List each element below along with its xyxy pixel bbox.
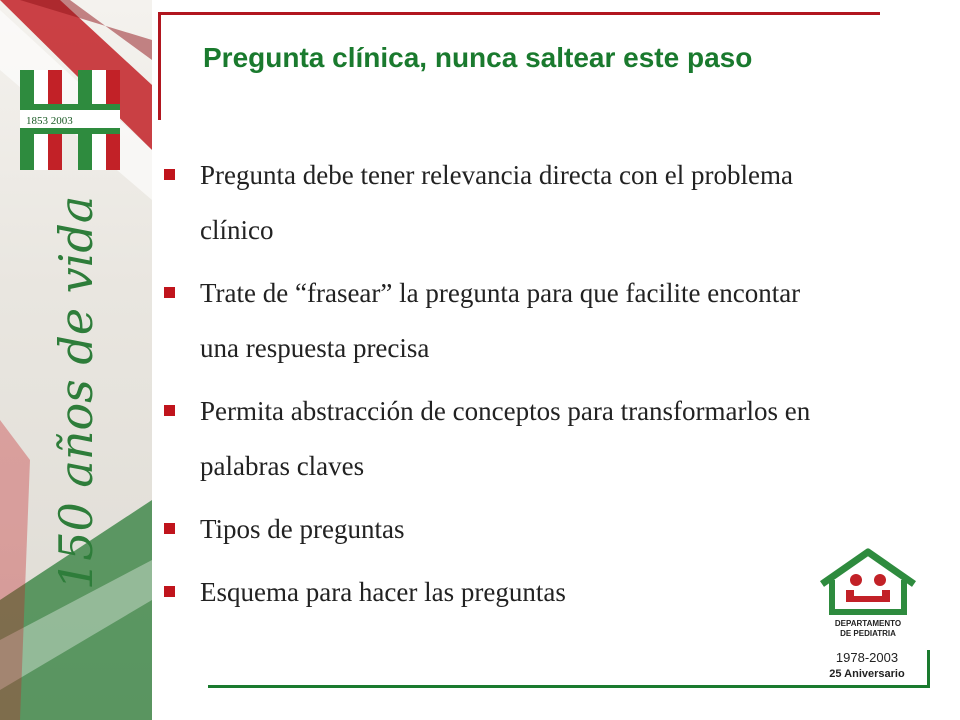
frame-left-line [158, 12, 161, 120]
bullet-text: Permita abstracción de conceptos para transformarlos en palabras claves [200, 396, 811, 481]
bullet-item [162, 148, 822, 258]
bullet-square-icon [164, 169, 175, 180]
emblem-years: 1853 2003 [26, 115, 73, 127]
bullet-square-icon [164, 586, 175, 597]
logo-label-line1: DEPARTAMENTO [834, 619, 902, 628]
logo-anniversary: 25 Aniversario [829, 668, 905, 680]
logo-label-line2: DE PEDIATRIA [840, 629, 896, 638]
logo-years: 1978-2003 [835, 650, 899, 665]
bullet-item [162, 502, 822, 557]
house-family-icon [816, 546, 920, 642]
slide-title: Pregunta clínica, nunca saltear este paso [203, 42, 753, 73]
bullet-text: Esquema para hacer las preguntas [200, 577, 566, 607]
bullet-item [162, 266, 822, 376]
bullet-list [162, 148, 822, 628]
bullet-item [162, 565, 822, 620]
script-text: 150 años de vida [49, 195, 103, 590]
decorative-banner [0, 0, 152, 720]
frame-top-line [160, 12, 880, 15]
pediatrics-department-logo [816, 546, 920, 642]
bullet-text: Pregunta debe tener relevancia directa con el problema clínico [200, 160, 793, 245]
bullet-item [162, 384, 822, 494]
bullet-square-icon [164, 287, 175, 298]
flag-banner-graphic [0, 0, 152, 720]
frame-right-line [927, 650, 930, 688]
bullet-square-icon [164, 523, 175, 534]
bullet-square-icon [164, 405, 175, 416]
bullet-text: Trate de “frasear” la pregunta para que facilite encontar una respuesta precisa [200, 278, 801, 363]
bullet-text: Tipos de preguntas [200, 514, 405, 544]
frame-bottom-line [208, 685, 930, 688]
